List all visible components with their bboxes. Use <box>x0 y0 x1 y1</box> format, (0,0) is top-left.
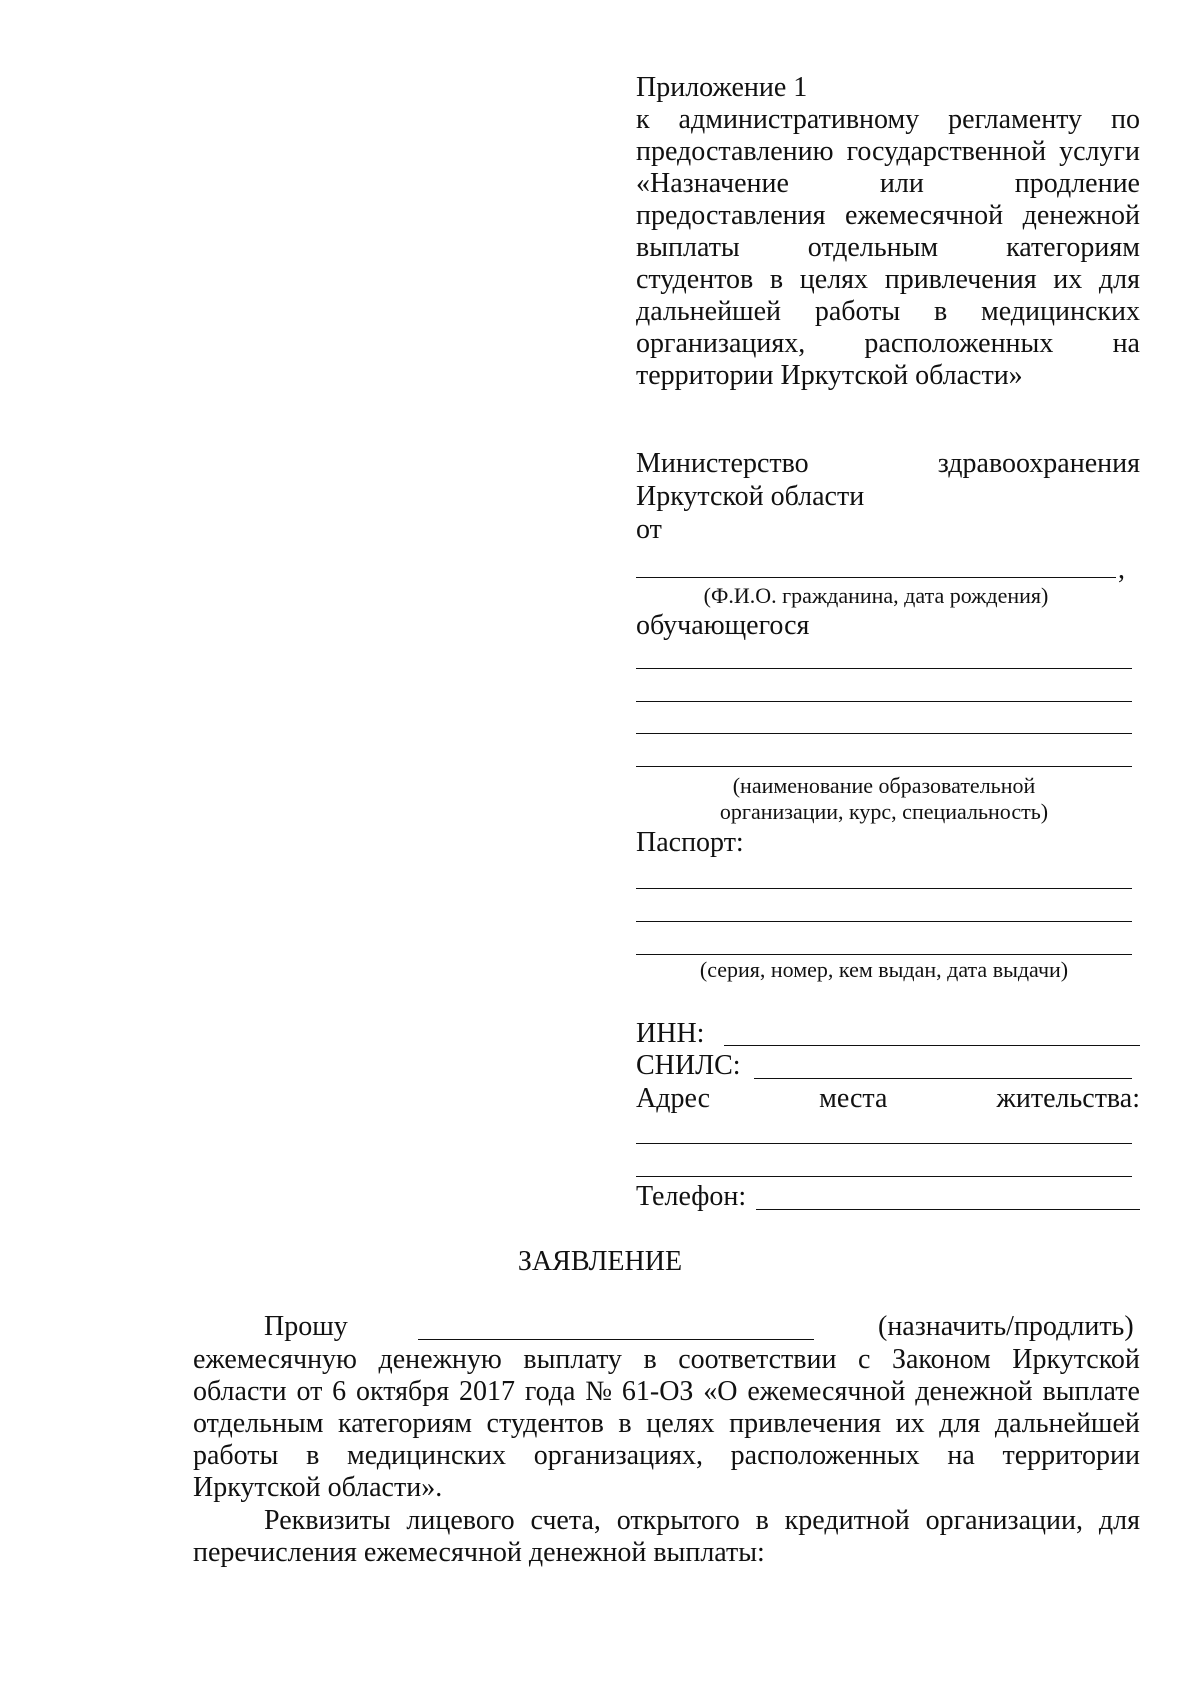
appendix-line: «Назначение или продление <box>636 168 1140 199</box>
statement-body-line: работы в медицинских организациях, расположенных на территории <box>193 1440 1140 1471</box>
student-label: обучающегося <box>636 610 810 641</box>
request-option: (назначить/продлить) <box>878 1311 1134 1342</box>
phone-field-line[interactable] <box>756 1209 1140 1210</box>
statement-body-line: Иркутской области». <box>193 1472 443 1503</box>
statement-body-line: отдельным категориям студентов в целях привлечения их для дальнейшей <box>193 1408 1140 1439</box>
appendix-line: территории Иркутской области» <box>636 360 1023 391</box>
fio-hint: (Ф.И.О. гражданина, дата рождения) <box>703 583 1049 608</box>
address-field-line[interactable] <box>636 1176 1132 1177</box>
request-field-line[interactable] <box>418 1339 814 1340</box>
requisites-line: Реквизиты лицевого счета, открытого в кредитной организации, для <box>264 1505 1140 1536</box>
passport-field-line[interactable] <box>636 954 1132 955</box>
addressee-ministry: Министерство здравоохранения <box>636 448 1140 479</box>
appendix-line: предоставлению государственной услуги <box>636 136 1140 167</box>
statement-body-line: ежемесячную денежную выплату в соответствии с Законом Иркутской <box>193 1344 1140 1375</box>
fio-comma: , <box>1118 554 1125 585</box>
education-field-line[interactable] <box>636 701 1132 702</box>
education-field-line[interactable] <box>636 733 1132 734</box>
education-hint: (наименование образовательной <box>732 773 1036 798</box>
education-hint: организации, курс, специальность) <box>719 799 1049 824</box>
appendix-line: дальнейшей работы в медицинских <box>636 296 1140 327</box>
appendix-line: организациях, расположенных на <box>636 328 1140 359</box>
appendix-line: студентов в целях привлечения их для <box>636 264 1140 295</box>
address-label: Адрес места жительства: <box>636 1083 1140 1114</box>
statement-heading: ЗАЯВЛЕНИЕ <box>517 1246 683 1277</box>
snils-field-line[interactable] <box>754 1078 1132 1079</box>
passport-hint: (серия, номер, кем выдан, дата выдачи) <box>699 957 1069 982</box>
inn-field-line[interactable] <box>724 1045 1140 1046</box>
education-field-line[interactable] <box>636 766 1132 767</box>
education-field-line[interactable] <box>636 668 1132 669</box>
passport-field-line[interactable] <box>636 888 1132 889</box>
phone-label: Телефон: <box>636 1181 747 1212</box>
address-field-line[interactable] <box>636 1143 1132 1144</box>
appendix-line: к административному регламенту по <box>636 104 1140 135</box>
addressee-region: Иркутской области <box>636 481 865 512</box>
appendix-line: выплаты отдельным категориям <box>636 232 1140 263</box>
fio-field-line[interactable] <box>636 577 1116 578</box>
passport-label: Паспорт: <box>636 827 744 858</box>
statement-body-line: области от 6 октября 2017 года № 61-ОЗ «О ежемесячной денежной выплате <box>193 1376 1140 1407</box>
addressee-from: от <box>636 514 662 545</box>
inn-label: ИНН: <box>636 1018 705 1049</box>
passport-field-line[interactable] <box>636 921 1132 922</box>
requisites-line: перечисления ежемесячной денежной выплаты: <box>193 1537 765 1568</box>
appendix-line: предоставления ежемесячной денежной <box>636 200 1140 231</box>
snils-label: СНИЛС: <box>636 1050 741 1081</box>
request-word: Прошу <box>264 1311 348 1342</box>
appendix-title: Приложение 1 <box>636 72 808 103</box>
